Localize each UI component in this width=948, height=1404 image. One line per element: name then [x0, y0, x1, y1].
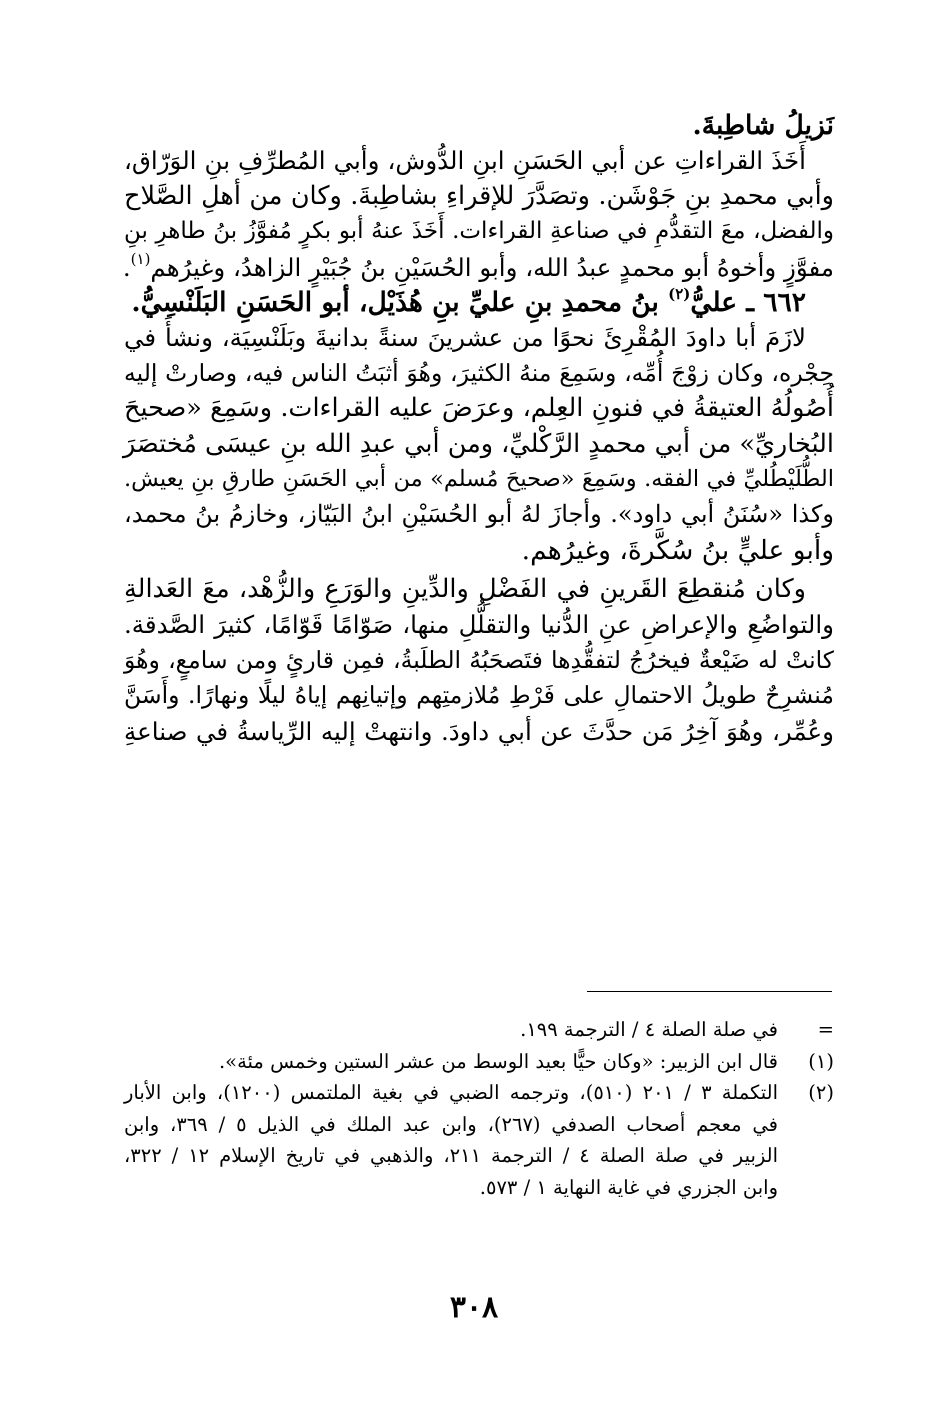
footnote-mark: =: [817, 1018, 834, 1041]
paragraph-line: لازَمَ أبا داودَ المُقْرِئَ نحوًا من عشرينَ سنةً بدانيةَ وبَلَنْسِيَة، ونشأَ في: [124, 323, 806, 353]
page-number: ٣٠٨: [449, 1290, 499, 1325]
paragraph-line: الطُّلَيْطُليِّ في الفقه. وسَمِعَ «صحيحَ مُسلم» من أبي الحَسَنِ طارقِ بنِ يعيش.: [124, 465, 834, 492]
footnote-ref: (١): [130, 249, 151, 268]
entry-heading: [124, 285, 834, 320]
footnote-1: [124, 1046, 834, 1078]
footnote-ref: (٢): [668, 284, 691, 303]
paragraph-line: وأبي محمدِ بنِ جَوْشَن. وتصَدَّرَ للإقراءِ بشاطِبةَ. وكان من أهلِ الصَّلاح: [124, 180, 834, 211]
paragraph-line: والفضل، معَ التقدُّمِ في صناعةِ القراءات. أَخَذَ عنهُ أبو بكرٍ مُفوَّزُ بنُ طاهرِ بنِ: [124, 218, 834, 245]
paragraph-line: حِجْره، وكان زوْجَ أُمِّه، وسَمِعَ منهُ الكثيرَ، وهُوَ أثبَتُ الناس فيه، وصارتْ إليه: [124, 358, 834, 387]
intro-line: نَزيلُ شاطِبةَ.: [692, 110, 834, 141]
footnote-mark: (٢): [808, 1081, 834, 1104]
paragraph-line: وكذا «سُنَنُ أبي داود». وأجازَ لهُ أبو الحُسَيْنِ ابنُ البَيّاز، وخازمُ بنُ محمد،: [124, 500, 834, 529]
paragraph-line: كانتْ له ضَيْعةٌ فيخرُجُ لتفقُّدِها فتَصحَبُهُ الطلَبةُ، فمِن قارئٍ ومن سامعٍ، وهُوَ: [124, 645, 834, 674]
footnotes: [124, 1014, 834, 1203]
paragraph-line: وعُمِّر، وهُوَ آخِرُ مَن حدَّثَ عن أبي داودَ. وانتهتْ إليه الرِّياسةُ في صناعةِ: [124, 716, 834, 746]
entry-number: ٦٦٢ ـ: [746, 286, 806, 318]
paragraph-line: وأبو عليٍّ بنُ سُكَّرةَ، وغيرُهم.: [521, 534, 834, 566]
entry-name: عليُّ: [690, 286, 738, 318]
paragraph-line: مُنشرِحٌ طويلُ الاحتمالِ على فَرْطِ مُلازمتِهم وإتيانِهم إياهُ ليلًا ونهارًا. وأَسَنَّ: [124, 681, 834, 710]
footnote-line: في معجم أصحاب الصدفي (٢٦٧)، وابن عبد الملك في الذيل ٥ / ٣٦٩، وابن: [124, 1112, 778, 1136]
paragraph-line: البُخاريِّ» من أبي محمدٍ الرَّكْليِّ، ومن أبي عبدِ الله بنِ عيسَى مُختصَرَ: [122, 428, 834, 459]
footnote-line: وابن الجزري في غاية النهاية ١ / ٥٧٣.: [479, 1175, 778, 1199]
paragraph-line: وكان مُنقطِعَ القَرينِ في الفَضْلِ والدِّينِ والوَرَعِ والزُّهْد، معَ العَدالةِ: [124, 574, 806, 605]
entry-lineage: بنُ محمدِ بنِ عليِّ بنِ هُذَيْل، أبو الحَسَنِ البَلَنْسِيُّ.: [131, 286, 659, 318]
footnote-continuation: [124, 1014, 834, 1046]
main-text: [124, 108, 834, 749]
footnote-mark: (١): [808, 1049, 834, 1073]
paragraph-line: أُصُولُهُ العتيقةُ في فنونِ العِلم، وعرَضَ عليه القراءات. وسَمِعَ «صحيحَ: [124, 393, 834, 424]
footnote-line: قال ابن الزبير: «وكان حيًّا بعيد الوسط من عشر الستين وخمس مئة».: [218, 1049, 778, 1073]
footnote-line: الزبير في صلة الصلة ٤ / الترجمة ٢١١، والذهبي في تاريخ الإسلام ١٢ / ٣٢٢،: [124, 1144, 778, 1167]
paragraph-line: والتواضُعِ والإعراضِ عنِ الدُّنيا والتقلُّلِ منها، صَوّامًا قَوّامًا، كثيرَ الصَّدقة.: [124, 610, 834, 640]
footnote-line: التكملة ٣ / ٢٠١ (٥١٠)، وترجمه الضبي في بغية الملتمس (١٢٠٠)، وابن الأبار: [124, 1081, 778, 1104]
paragraph-line: [124, 250, 834, 285]
line-end-period: .: [122, 252, 131, 282]
paragraph-line: أَخَذَ القراءاتِ عن أبي الحَسَنِ ابنِ الدُّوش، وأبي المُطرِّفِ بنِ الوَرّاق،: [124, 146, 806, 176]
footnote-separator: [587, 991, 832, 992]
footnote-line: في صلة الصلة ٤ / الترجمة ١٩٩.: [520, 1018, 778, 1041]
paragraph-line-text: مفوَّزٍ وأخوهُ أبو محمدٍ عبدُ الله، وأبو الحُسَيْنِ بنُ جُبَيْرٍ الزاهدُ، وغيرُهم: [150, 252, 834, 282]
footnote-2: [124, 1077, 834, 1203]
